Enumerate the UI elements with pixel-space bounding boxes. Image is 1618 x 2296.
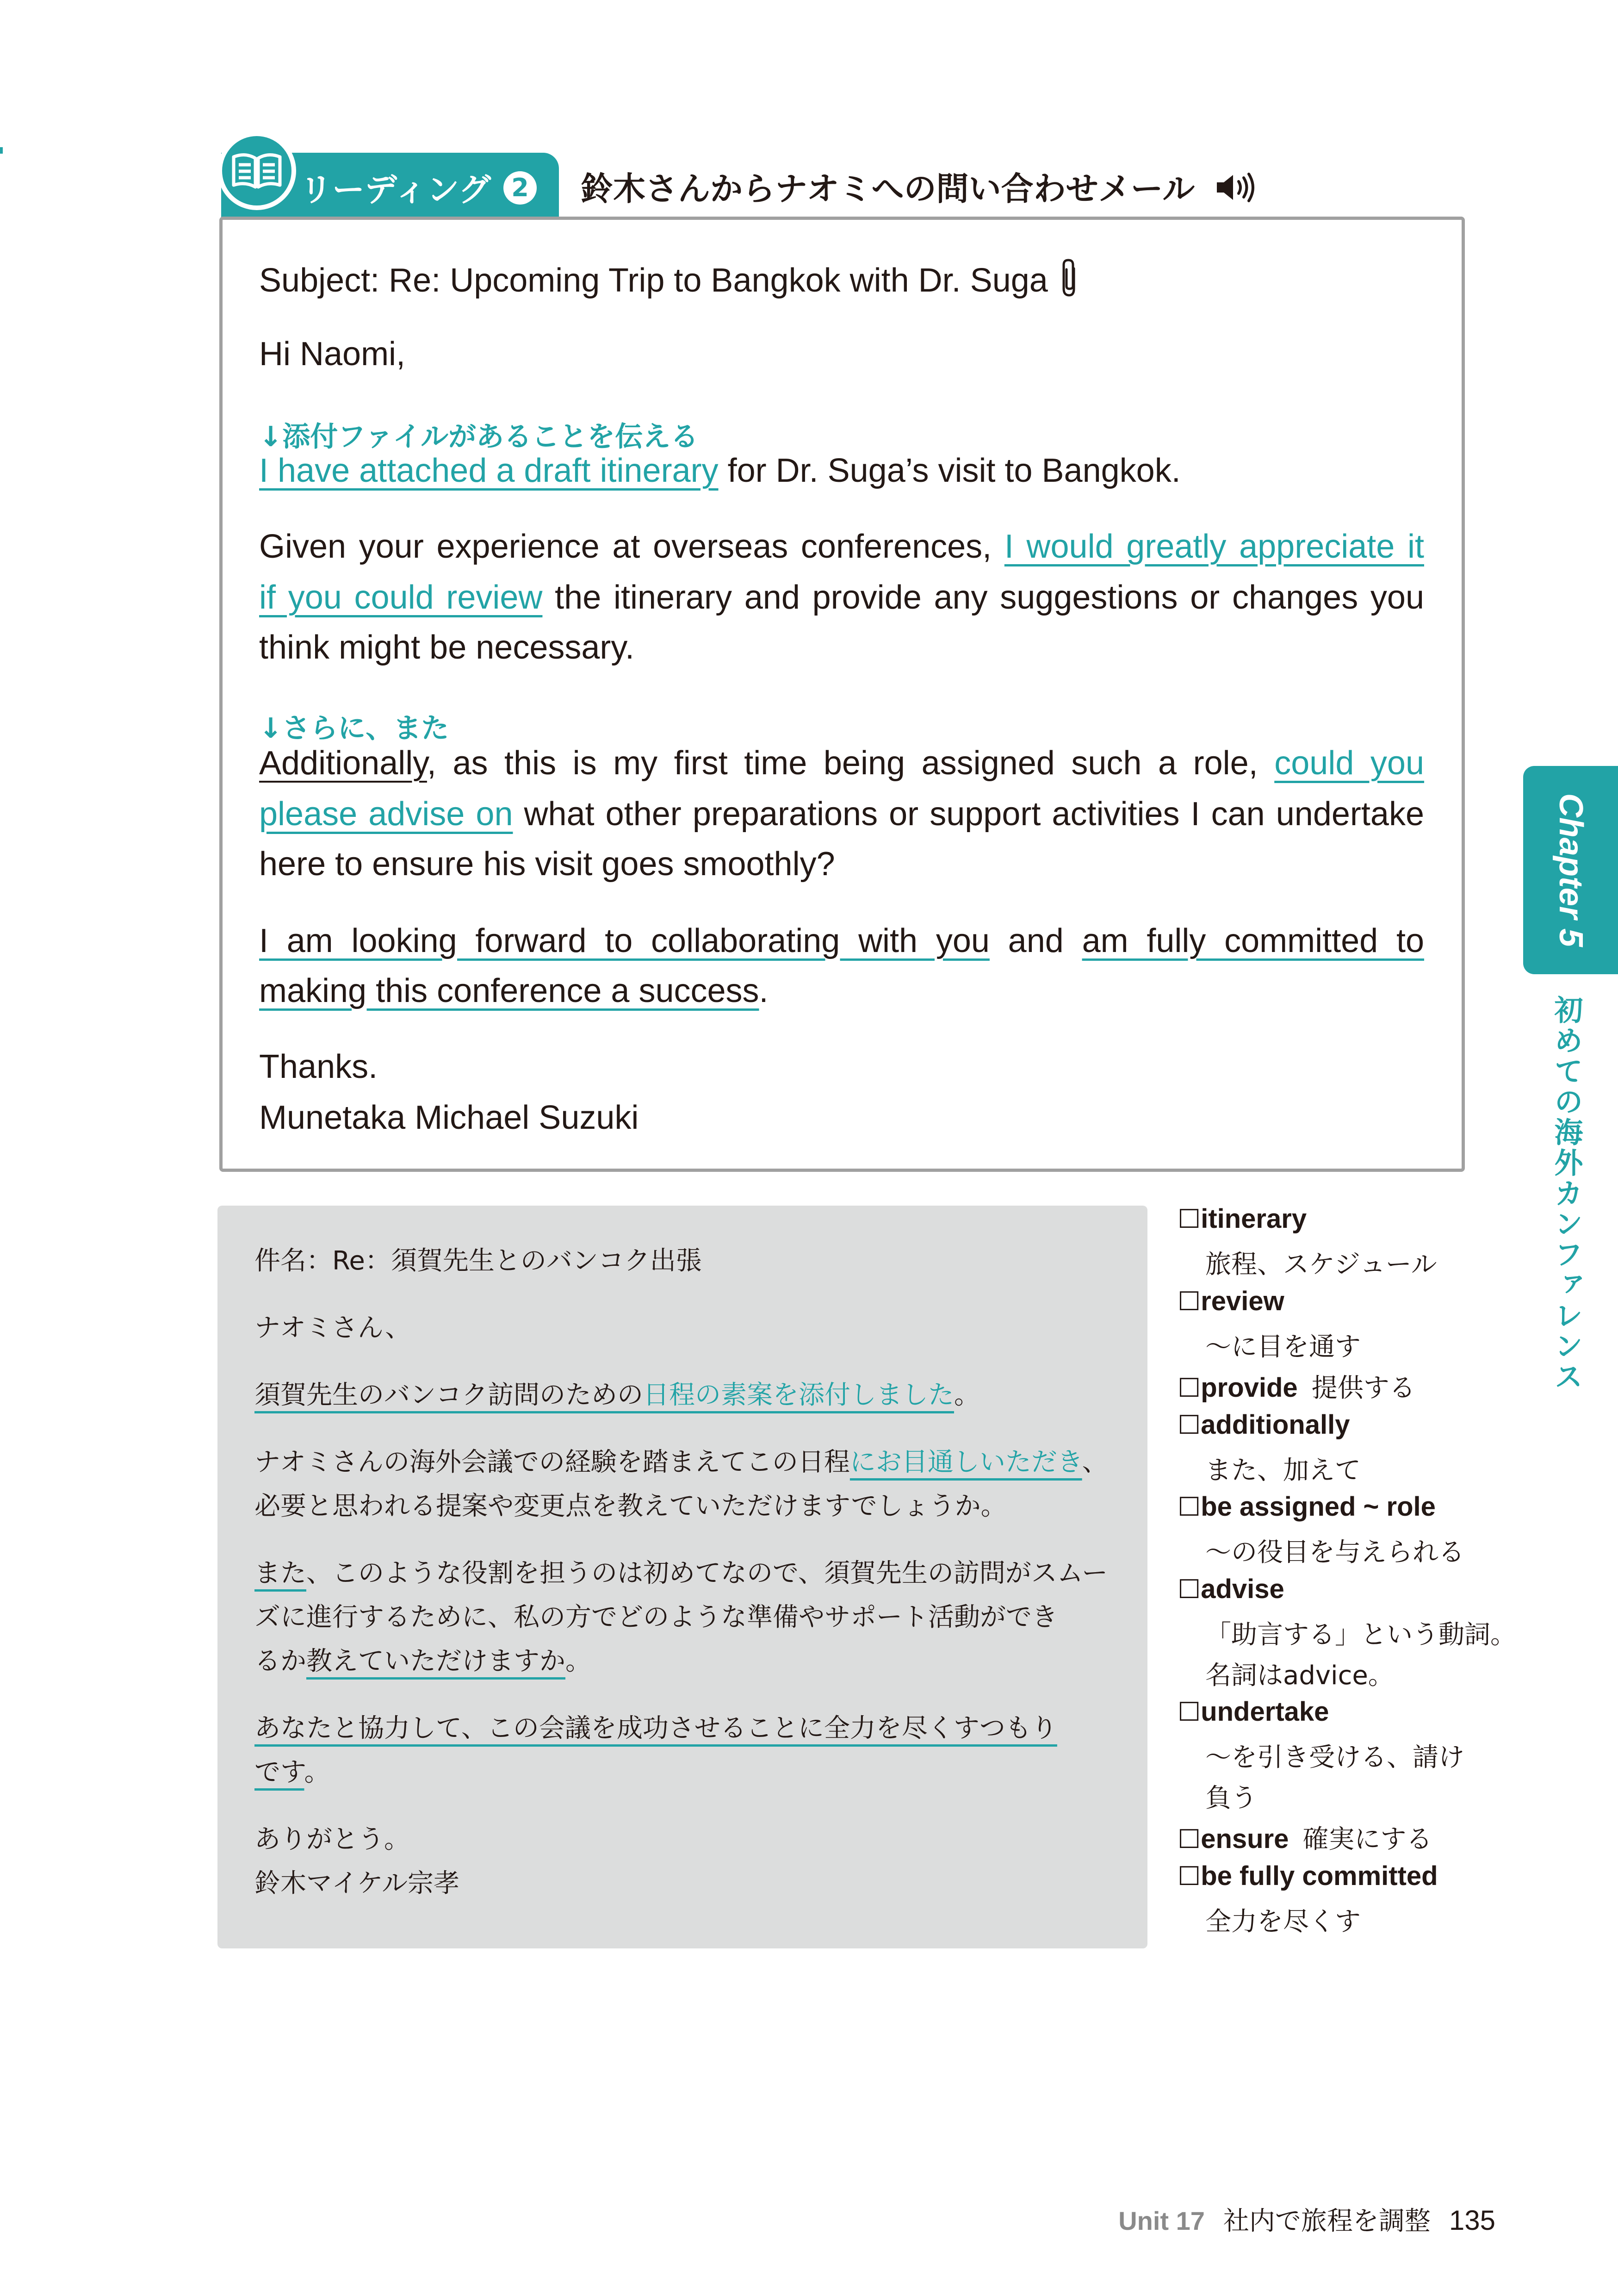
email-closing: Thanks. [259, 1048, 378, 1085]
vocab-item [1178, 1860, 1438, 1892]
key-phrase: could you [1274, 745, 1425, 782]
translation-paragraph-2-line-1 [254, 1442, 1108, 1479]
edge-mark [0, 147, 3, 154]
vocab-item [1178, 1491, 1436, 1522]
translation-paragraph-3-line-1 [254, 1553, 1108, 1590]
checkbox-icon: ☐ [1178, 1287, 1201, 1317]
key-word: また [254, 1558, 306, 1588]
checkbox-icon: ☐ [1178, 1204, 1201, 1234]
page-number: 135 [1449, 2205, 1495, 2236]
vocab-definition: 提供する [1311, 1373, 1415, 1403]
translation-closing: ありがとう。 [254, 1824, 410, 1854]
page-footer [1118, 2201, 1495, 2238]
translation-text: ナオミさんの海外会議での経験を踏まえてこの日程 [254, 1447, 850, 1477]
vocab-definition: 確実にする [1302, 1824, 1432, 1854]
annotation-attachment: ↓添付ファイルがあることを伝える [259, 421, 699, 453]
vocab-term: review [1201, 1286, 1284, 1316]
email-text: what other preparations or support activities I can undertake [513, 796, 1424, 833]
email-paragraph-4-line-2 [259, 972, 769, 1010]
translation-subject: 件名：Re：須賀先生とのバンコク出張 [254, 1246, 702, 1276]
key-phrase: 教えていただけますか [306, 1646, 565, 1676]
vocab-item [1178, 1203, 1307, 1234]
vocab-definition: ～に目を通す [1205, 1332, 1361, 1362]
key-phrase: I have attached a draft itinerary [259, 452, 719, 489]
email-text: the itinerary and provide any suggestions or changes you [542, 579, 1424, 616]
key-phrase: にお目通しいただき [849, 1447, 1082, 1477]
checkbox-icon: ☐ [1178, 1574, 1201, 1605]
book-icon [222, 136, 291, 205]
email-paragraph-4-line-1 [259, 922, 1424, 960]
vocab-item [1178, 1368, 1415, 1405]
checkbox-icon: ☐ [1178, 1861, 1201, 1892]
translation-text: 。 [565, 1646, 591, 1676]
email-text: . [759, 972, 769, 1009]
translation-paragraph-4-line-2 [254, 1752, 330, 1789]
vocab-term: be fully committed [1201, 1861, 1438, 1891]
vocab-item [1178, 1574, 1284, 1605]
section-label: リーディング [300, 171, 491, 209]
email-text: for Dr. Suga’s visit to Bangkok. [718, 452, 1181, 489]
key-phrase: あなたと協力して、この会議を成功させることに全力を尽くすつもり [254, 1713, 1057, 1743]
vocab-term: be assigned ~ role [1201, 1492, 1436, 1522]
chapter-label-text: Chapter 5 [1552, 793, 1589, 947]
translation-paragraph-3-line-2: ズに進行するために、私の方でどのような準備やサポート活動ができ [254, 1602, 1058, 1632]
checkbox-icon: ☐ [1178, 1697, 1201, 1727]
key-phrase: am fully committed to [1082, 922, 1424, 959]
translation-paragraph-1 [254, 1375, 980, 1412]
section-number: 2 [503, 171, 537, 205]
page-title-text: 鈴木さんからナオミへの問い合わせメール [581, 170, 1195, 208]
email-paragraph-2-line-1 [259, 528, 1424, 566]
vocab-definition: 「助言する」という動詞。 [1205, 1620, 1516, 1650]
translation-signature: 鈴木マイケル宗孝 [254, 1868, 459, 1898]
footer-title: 社内で旅程を調整 [1223, 2206, 1431, 2236]
email-paragraph-2-line-2 [259, 579, 1424, 616]
annotation-additionally: ↓さらに、また [259, 712, 449, 745]
vocab-definition: ～の役目を与えられる [1205, 1537, 1464, 1568]
chapter-subtitle: 初めての海外カンファレンス [1550, 995, 1583, 1392]
translation-text: るか [254, 1646, 306, 1676]
vocab-definition: ～を引き受ける、請け [1205, 1742, 1464, 1773]
email-subject [259, 258, 1080, 299]
key-phrase: I am looking forward to collaborating with you [259, 922, 990, 959]
translation-paragraph-3-line-3 [254, 1641, 591, 1678]
checkbox-icon: ☐ [1178, 1492, 1201, 1522]
email-paragraph-2-line-3: think might be necessary. [259, 629, 635, 666]
vocab-definition: 全力を尽くす [1205, 1907, 1361, 1937]
key-phrase: making this conference a success [259, 972, 759, 1009]
email-paragraph-3-line-2 [259, 795, 1424, 833]
translation-text: 。 [954, 1380, 980, 1410]
key-phrase: I would greatly appreciate it [1004, 528, 1424, 565]
vocab-term: additionally [1201, 1410, 1350, 1440]
page-title [581, 163, 1256, 210]
checkbox-icon: ☐ [1178, 1824, 1201, 1854]
speaker-icon[interactable] [1215, 171, 1256, 204]
translation-text: 須賀先生のバンコク訪問のための [254, 1380, 643, 1410]
chapter-label [1523, 766, 1618, 974]
translation-paragraph-4-line-1 [254, 1708, 1057, 1745]
vocab-item [1178, 1409, 1350, 1440]
vocab-item [1178, 1286, 1284, 1317]
vocab-term: undertake [1201, 1697, 1329, 1727]
vocab-definition: 名詞はadvice。 [1205, 1661, 1394, 1691]
translation-text: 、このような役割を担うのは初めてなので、須賀先生の訪問がスムー [306, 1558, 1108, 1588]
email-paragraph-3-line-3: here to ensure his visit goes smoothly? [259, 846, 835, 883]
paperclip-icon [1060, 258, 1080, 298]
email-signature: Munetaka Michael Suzuki [259, 1099, 639, 1136]
key-phrase: です [254, 1757, 304, 1787]
email-panel [219, 217, 1465, 1172]
email-paragraph-3-line-1 [259, 744, 1424, 782]
email-subject-text: Subject: Re: Upcoming Trip to Bangkok with Dr. Suga [259, 262, 1048, 299]
email-text: , as this is my first time being assigned such a role, [427, 745, 1275, 782]
vocab-term: ensure [1201, 1824, 1289, 1854]
key-phrase: 日程の素案を添付しました [643, 1380, 954, 1410]
email-text: Given your experience at overseas conferences, [259, 528, 1004, 565]
translation-greeting: ナオミさん、 [254, 1313, 411, 1343]
email-text: and [989, 922, 1082, 959]
checkbox-icon: ☐ [1178, 1410, 1201, 1440]
email-greeting: Hi Naomi, [259, 336, 406, 373]
key-word: Additionally [259, 745, 427, 782]
translation-text: 、 [1082, 1447, 1108, 1477]
translation-text: 。 [304, 1757, 330, 1787]
book-icon-badge [217, 131, 296, 210]
vocab-definition: 旅程、スケジュール [1205, 1250, 1437, 1280]
vocab-definition: また、加えて [1205, 1456, 1361, 1486]
email-paragraph-1 [259, 452, 1181, 490]
footer-unit: Unit 17 [1118, 2206, 1205, 2235]
vocab-item [1178, 1819, 1432, 1856]
translation-paragraph-2-line-2: 必要と思われる提案や変更点を教えていただけますでしょうか。 [254, 1491, 1007, 1521]
checkbox-icon: ☐ [1178, 1373, 1201, 1403]
vocab-item [1178, 1696, 1329, 1727]
vocab-term: itinerary [1201, 1204, 1307, 1234]
vocab-term: advise [1201, 1574, 1284, 1604]
key-phrase: please advise on [259, 796, 513, 833]
vocab-definition: 負う [1205, 1783, 1257, 1813]
vocab-term: provide [1201, 1373, 1298, 1403]
key-phrase: if you could review [259, 579, 543, 616]
